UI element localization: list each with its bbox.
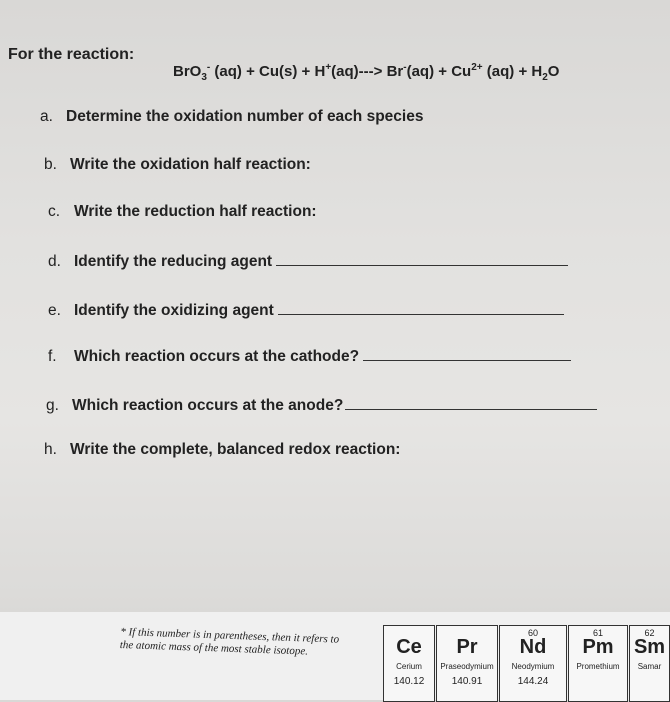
copper-ion: Cu bbox=[451, 63, 472, 80]
bromide-ion: Br bbox=[386, 63, 404, 80]
atomic-mass: 140.12 bbox=[393, 676, 425, 687]
atomic-mass: 140.91 bbox=[451, 676, 483, 687]
question-g bbox=[46, 395, 597, 415]
question-h bbox=[44, 441, 400, 459]
question-text: Identify the reducing agent bbox=[74, 253, 273, 270]
question-letter: d. bbox=[48, 253, 61, 270]
question-text: Determine the oxidation number of each species bbox=[66, 108, 424, 125]
question-text: Which reaction occurs at the anode? bbox=[72, 397, 344, 414]
question-e bbox=[48, 300, 564, 320]
bromate-formula: BrO bbox=[173, 63, 202, 80]
copper-solid: Cu(s) bbox=[259, 63, 298, 80]
plus-sign: + bbox=[301, 63, 315, 80]
question-letter: b. bbox=[44, 156, 57, 173]
element-cell-ce bbox=[383, 625, 435, 702]
element-name: Samar bbox=[637, 662, 662, 671]
question-d bbox=[48, 251, 568, 271]
atomic-number: 62 bbox=[644, 628, 655, 638]
question-letter: a. bbox=[40, 108, 53, 125]
element-symbol: Sm bbox=[633, 636, 666, 658]
answer-line[interactable] bbox=[276, 251, 568, 266]
question-letter: f. bbox=[48, 348, 57, 365]
element-cell-sm bbox=[629, 625, 670, 702]
element-cell-pr bbox=[436, 625, 498, 702]
question-letter: h. bbox=[44, 441, 57, 458]
element-symbol: Ce bbox=[396, 636, 422, 658]
question-text: Write the complete, balanced redox reaction: bbox=[70, 441, 401, 458]
question-letter: c. bbox=[48, 203, 61, 220]
copper-charge: 2+ bbox=[471, 62, 483, 73]
atomic-mass: 144.24 bbox=[517, 676, 549, 687]
plus-sign: + bbox=[518, 63, 532, 80]
water-formula: H bbox=[531, 63, 543, 80]
element-name: Praseodymium bbox=[440, 662, 494, 671]
element-cell-nd bbox=[499, 625, 567, 702]
question-letter: g. bbox=[46, 397, 59, 414]
question-text: Write the reduction half reaction: bbox=[74, 203, 317, 220]
element-name: Neodymium bbox=[511, 662, 555, 671]
question-a bbox=[40, 108, 423, 126]
bromide-charge: - bbox=[403, 62, 407, 73]
element-name: Promethium bbox=[576, 662, 620, 671]
element-name: Cerium bbox=[396, 662, 422, 671]
hydrogen-charge: + bbox=[325, 62, 332, 73]
plus-sign: + bbox=[246, 63, 260, 80]
bromate-charge: - bbox=[206, 62, 211, 73]
question-b bbox=[44, 156, 311, 174]
footnote: * If this number is in parentheses, then it refers to the atomic mass of the most stable isotope. bbox=[119, 625, 340, 658]
element-symbol: Pm bbox=[582, 636, 614, 658]
bromide-state: (aq) bbox=[406, 63, 435, 80]
page-title: For the reaction: bbox=[8, 46, 135, 63]
hydrogen-ion: H bbox=[314, 63, 326, 80]
question-letter: e. bbox=[48, 302, 61, 319]
element-symbol: Pr bbox=[456, 636, 478, 658]
hydrogen-state-arrow: (aq)---> bbox=[331, 63, 383, 80]
answer-line[interactable] bbox=[363, 346, 571, 361]
bromate-subscript: 3 bbox=[201, 72, 207, 83]
answer-line[interactable] bbox=[345, 395, 597, 410]
bromate-state: (aq) bbox=[210, 63, 242, 80]
reaction-equation bbox=[173, 62, 559, 83]
water-oxygen: O bbox=[547, 63, 560, 80]
copper-ion-state: (aq) bbox=[482, 63, 515, 80]
element-symbol: Nd bbox=[519, 636, 547, 658]
question-f bbox=[48, 346, 571, 366]
question-text: Write the oxidation half reaction: bbox=[70, 156, 311, 173]
answer-line[interactable] bbox=[278, 300, 564, 315]
question-text: Identify the oxidizing agent bbox=[74, 302, 274, 319]
question-c bbox=[48, 203, 317, 221]
atomic-number: 61 bbox=[592, 628, 603, 638]
question-text: Which reaction occurs at the cathode? bbox=[74, 348, 360, 365]
atomic-number: 60 bbox=[527, 628, 538, 638]
plus-sign: + bbox=[438, 63, 452, 80]
water-subscript: 2 bbox=[542, 72, 548, 83]
element-cell-pm bbox=[568, 625, 628, 702]
